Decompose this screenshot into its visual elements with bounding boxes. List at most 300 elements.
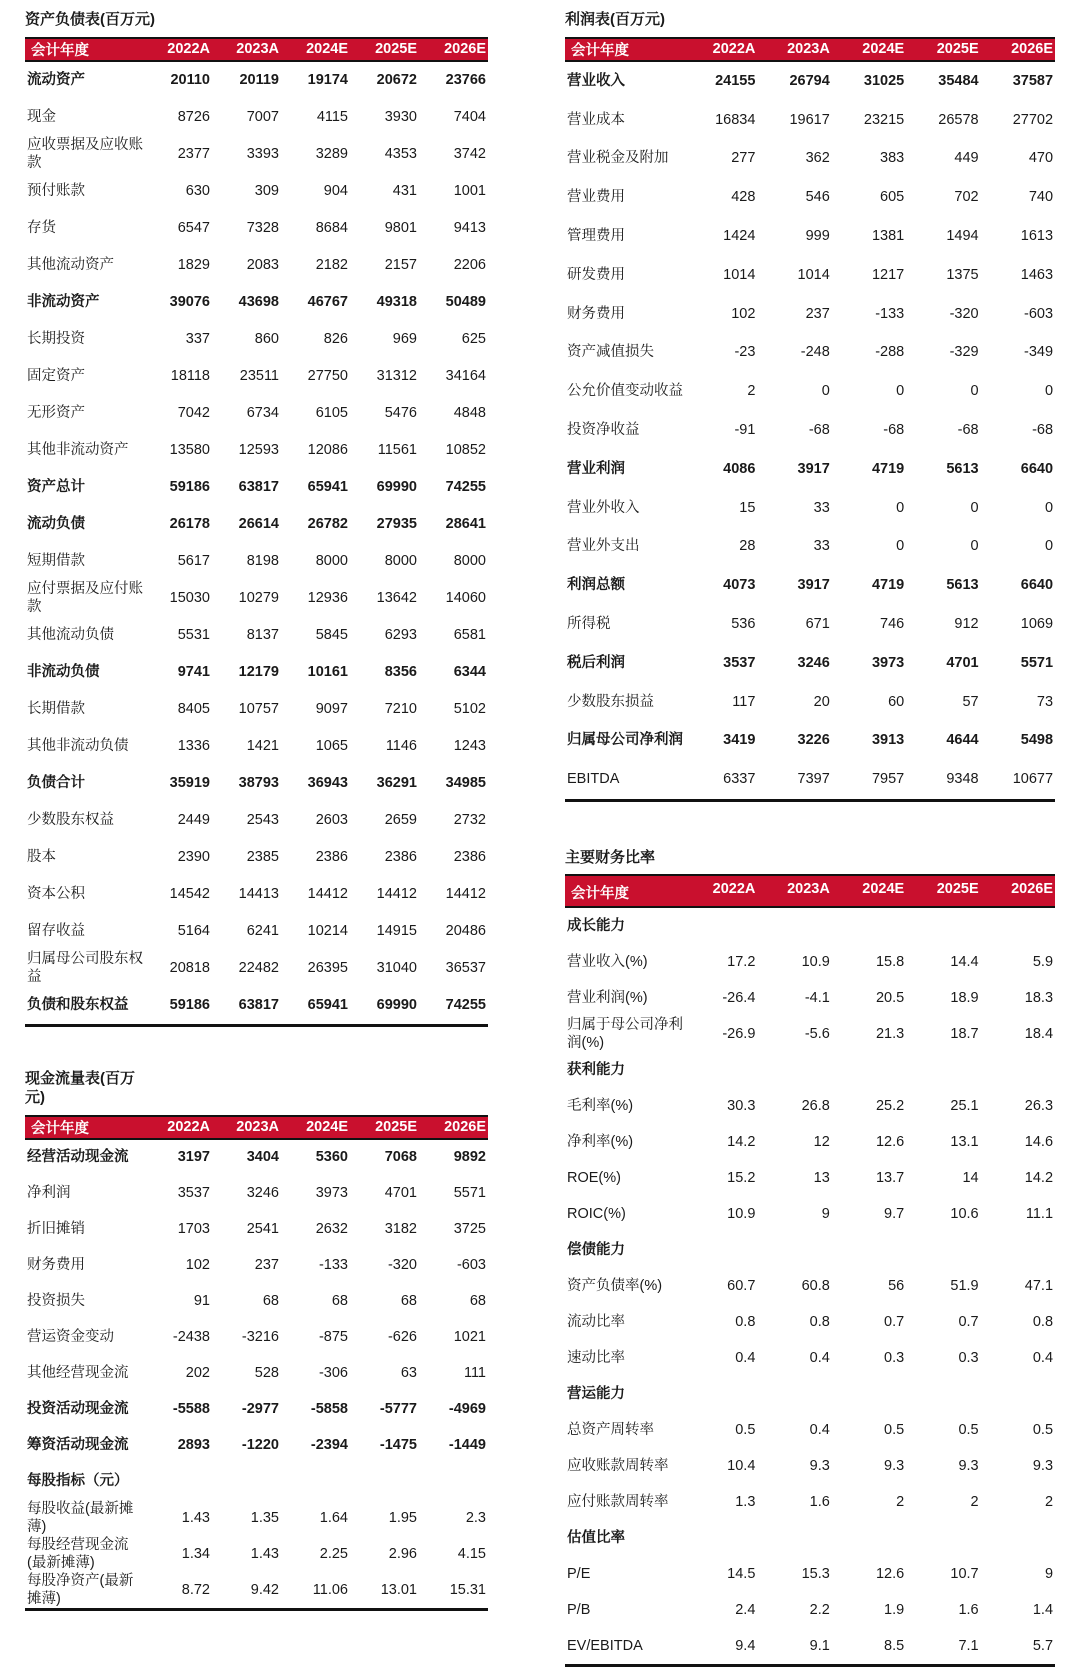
cell-value: 9741 — [177, 663, 210, 680]
cell-value: 969 — [392, 330, 417, 347]
cell-value: 26.8 — [801, 1098, 830, 1115]
cell-value: 9097 — [315, 700, 348, 717]
row-label: 经营活动现金流 — [27, 1149, 129, 1166]
row-label: 流动比率 — [567, 1314, 625, 1331]
cell-value: 7210 — [384, 700, 417, 717]
table-row — [565, 1520, 1055, 1556]
cell-value: -4.1 — [804, 990, 830, 1007]
cell-value: 14.2 — [1024, 1170, 1054, 1187]
row-label: 每股经营现金流(最新摊薄) — [27, 1536, 129, 1571]
cell-value: 36537 — [445, 959, 486, 976]
cell-value: 8000 — [315, 552, 348, 569]
cell-value: 23215 — [863, 111, 905, 128]
cell-value: 1243 — [453, 737, 486, 754]
cell-value: 7397 — [797, 771, 830, 788]
row-label: 预付账款 — [27, 182, 85, 199]
cell-value: 5613 — [946, 577, 979, 594]
cell-value: 65941 — [307, 996, 348, 1013]
cell-value: -133 — [875, 305, 905, 322]
cell-value: 3419 — [723, 732, 756, 749]
table-row — [25, 913, 488, 950]
cell-value: 2157 — [384, 256, 417, 273]
cell-value: 18.3 — [1024, 990, 1054, 1007]
cell-value: 0 — [896, 383, 905, 400]
cell-value: 1613 — [1020, 228, 1054, 245]
cell-value: 0 — [970, 538, 979, 555]
cell-value: 21.3 — [875, 1026, 905, 1043]
cell-value: 68 — [400, 1293, 417, 1310]
cell-value: 63817 — [238, 996, 279, 1013]
cell-value: 14.6 — [1024, 1134, 1054, 1151]
row-label: 负债和股东权益 — [27, 996, 129, 1013]
row-label: 非流动资产 — [27, 293, 100, 310]
cell-value: -1449 — [448, 1437, 486, 1454]
cell-value: 13.01 — [380, 1582, 417, 1599]
cell-value: 1.43 — [181, 1509, 210, 1526]
cell-value: 0.7 — [958, 1314, 979, 1331]
cell-value: 12936 — [307, 589, 348, 606]
row-label: 投资活动现金流 — [27, 1401, 129, 1418]
cell-value: 8726 — [177, 108, 210, 125]
cell-value: 2385 — [246, 848, 279, 865]
row-label: 税后利润 — [567, 654, 625, 671]
cell-value: 68 — [262, 1293, 279, 1310]
cell-value: -603 — [1024, 305, 1054, 322]
cell-value: 5476 — [384, 404, 417, 421]
row-label: 少数股东权益 — [27, 811, 114, 828]
left-column — [25, 8, 488, 1667]
cell-value: 20110 — [170, 71, 210, 88]
cell-value: 20.5 — [875, 990, 905, 1007]
row-label: 应收账款周转率 — [567, 1458, 669, 1475]
row-label: 资产减值损失 — [567, 344, 654, 361]
cell-value: 4086 — [723, 460, 756, 477]
cell-value: 102 — [185, 1257, 210, 1274]
cell-value: 8000 — [453, 552, 486, 569]
cell-value: -2438 — [172, 1329, 210, 1346]
cell-value: 1.43 — [250, 1545, 279, 1562]
cell-value: 33 — [813, 499, 830, 516]
row-label: 留存收益 — [27, 922, 85, 939]
cell-value: 10161 — [307, 663, 348, 680]
cell-value: -329 — [949, 344, 979, 361]
cell-value: 5571 — [1020, 654, 1054, 671]
cell-value: 605 — [880, 189, 905, 206]
cell-value: 3725 — [453, 1221, 486, 1238]
cell-value: 0.7 — [884, 1314, 905, 1331]
cell-value: -2394 — [310, 1437, 348, 1454]
cell-value: 2377 — [177, 145, 210, 162]
cell-value: 9.7 — [884, 1206, 905, 1223]
cell-value: 237 — [805, 305, 830, 322]
table-row — [565, 1124, 1055, 1160]
cell-value: 1146 — [385, 737, 417, 754]
cell-value: 912 — [954, 615, 979, 632]
row-label: 每股净资产(最新摊薄) — [27, 1573, 134, 1608]
row-label: 营业外支出 — [567, 538, 640, 555]
row-label: 成长能力 — [567, 918, 625, 935]
column-header: 2025E — [375, 41, 417, 57]
cell-value: 14.5 — [727, 1566, 756, 1583]
cell-value: 4701 — [946, 654, 979, 671]
cell-value: 3930 — [384, 108, 417, 125]
cell-value: 5845 — [315, 626, 348, 643]
cell-value: 10677 — [1012, 771, 1054, 788]
table-header-row — [565, 874, 1055, 908]
cell-value: 536 — [731, 615, 756, 632]
cell-value: 31312 — [376, 367, 417, 384]
cell-value: 5617 — [177, 552, 210, 569]
cell-value: 12.6 — [875, 1566, 905, 1583]
cell-value: 1014 — [723, 266, 756, 283]
cell-value: 8684 — [315, 219, 348, 236]
cell-value: -68 — [957, 422, 979, 438]
cell-value: 57 — [962, 693, 979, 710]
column-header: 2022A — [712, 881, 756, 898]
cell-value: -320 — [949, 305, 979, 322]
cell-value: 73 — [1036, 693, 1054, 710]
column-header: 2023A — [236, 41, 279, 57]
row-label: 长期投资 — [27, 330, 85, 347]
cell-value: 2.25 — [319, 1545, 348, 1562]
cell-value: 2.2 — [809, 1602, 830, 1619]
row-label: 财务费用 — [567, 305, 625, 322]
row-label: 营业税金及附加 — [567, 150, 669, 167]
table-row — [565, 217, 1055, 256]
column-header: 2024E — [862, 41, 905, 57]
cell-value: 4701 — [384, 1185, 417, 1202]
row-label: 公允价值变动收益 — [567, 383, 683, 400]
cell-value: 15 — [739, 499, 756, 516]
cell-value: 15030 — [169, 589, 210, 606]
cell-value: -603 — [456, 1257, 486, 1274]
row-label: 长期借款 — [27, 700, 85, 717]
row-label: 现金 — [27, 108, 56, 125]
cell-value: 46767 — [307, 293, 348, 310]
cell-value: 13.7 — [875, 1170, 905, 1187]
table-row — [565, 1196, 1055, 1232]
cell-value: 28641 — [445, 515, 486, 532]
column-header: 2026E — [444, 41, 486, 57]
column-header: 2025E — [936, 41, 979, 57]
cell-value: 3226 — [797, 732, 830, 749]
ratios-table — [565, 874, 1055, 1667]
row-label: 流动资产 — [27, 71, 85, 88]
cell-value: 9801 — [384, 219, 417, 236]
cell-value: 60.7 — [727, 1278, 756, 1295]
fiscal-year-header-label: 会计年度 — [31, 42, 89, 59]
cell-value: 630 — [185, 182, 210, 199]
cell-value: 6547 — [177, 219, 210, 236]
table-row — [25, 62, 488, 99]
cell-value: 11.06 — [312, 1582, 348, 1599]
table-row — [565, 1268, 1055, 1304]
cell-value: 20818 — [169, 959, 210, 976]
cell-value: 3973 — [871, 654, 905, 671]
column-header: 2024E — [306, 1119, 348, 1135]
cell-value: 51.9 — [950, 1278, 979, 1295]
cell-value: -1220 — [241, 1437, 279, 1454]
cell-value: 6344 — [453, 663, 486, 680]
cell-value: 2.3 — [465, 1509, 486, 1526]
table-row — [25, 210, 488, 247]
cell-value: 860 — [254, 330, 279, 347]
cell-value: 1014 — [797, 266, 830, 283]
table-row — [565, 643, 1055, 682]
cell-value: 1375 — [946, 266, 979, 283]
table-row — [25, 284, 488, 321]
cell-value: 37587 — [1012, 72, 1054, 89]
row-label: 资产总计 — [27, 478, 85, 495]
cell-value: 0.5 — [884, 1422, 905, 1439]
row-label: ROE(%) — [567, 1170, 621, 1187]
cell-value: 19174 — [307, 71, 348, 88]
cell-value: 6241 — [246, 922, 279, 939]
table-row — [25, 358, 488, 395]
cell-value: -626 — [387, 1329, 417, 1346]
cell-value: 5531 — [177, 626, 210, 643]
column-header: 2022A — [712, 41, 756, 57]
cell-value: 702 — [954, 189, 979, 206]
cell-value: 6640 — [1020, 577, 1054, 594]
row-label: 投资净收益 — [567, 422, 640, 438]
cell-value: 14413 — [238, 885, 279, 902]
cell-value: 1.9 — [884, 1602, 905, 1619]
cell-value: 0 — [821, 383, 830, 400]
cell-value: 14 — [962, 1170, 979, 1187]
cashflow-block — [25, 1069, 488, 1612]
cell-value: 47.1 — [1024, 1278, 1054, 1295]
cell-value: 6105 — [315, 404, 348, 421]
balance-sheet-table — [25, 37, 488, 1027]
cell-value: -248 — [800, 344, 830, 361]
cell-value: 15.2 — [727, 1170, 756, 1187]
cell-value: 34985 — [445, 774, 486, 791]
table-row — [25, 765, 488, 802]
column-header: 2024E — [862, 881, 905, 898]
row-label: 营业利润(%) — [567, 990, 648, 1007]
cell-value: 1.3 — [735, 1494, 756, 1511]
cell-value: 3917 — [797, 577, 830, 594]
table-row — [565, 721, 1055, 760]
cell-value: 14060 — [445, 589, 486, 606]
row-label: 资本公积 — [27, 885, 85, 902]
row-label: 获利能力 — [567, 1062, 625, 1079]
table-row — [25, 802, 488, 839]
cell-value: 9892 — [453, 1149, 486, 1166]
column-header: 2026E — [1011, 41, 1054, 57]
row-label: 财务费用 — [27, 1257, 85, 1274]
table-row — [25, 987, 488, 1024]
table-row — [25, 395, 488, 432]
table-row — [25, 876, 488, 913]
cell-value: 56 — [888, 1278, 905, 1295]
cell-value: 0 — [1044, 538, 1054, 555]
cell-value: 11561 — [377, 441, 417, 458]
cell-value: 5.7 — [1032, 1638, 1054, 1655]
row-label: 管理费用 — [567, 228, 625, 245]
cell-value: 68 — [331, 1293, 348, 1310]
cell-value: 4848 — [453, 404, 486, 421]
cell-value: 9 — [821, 1206, 830, 1223]
cell-value: 26578 — [938, 111, 979, 128]
cell-value: 9 — [1044, 1566, 1054, 1583]
cell-value: 20672 — [376, 71, 417, 88]
row-label: 短期借款 — [27, 552, 85, 569]
cell-value: 68 — [469, 1293, 486, 1310]
cell-value: 7.1 — [958, 1638, 979, 1655]
balance-sheet-title: 资产负债表(百万元) — [25, 11, 155, 28]
table-row — [25, 691, 488, 728]
cell-value: 1424 — [723, 228, 756, 245]
table-row — [565, 411, 1055, 450]
table-header-row — [565, 37, 1055, 62]
cell-value: 12.6 — [875, 1134, 905, 1151]
cell-value: 16834 — [715, 111, 756, 128]
cell-value: 9.3 — [884, 1458, 905, 1475]
row-label: 每股指标（元） — [27, 1473, 129, 1490]
column-header: 2026E — [1011, 881, 1054, 898]
cell-value: 671 — [805, 615, 830, 632]
cell-value: 28 — [739, 538, 756, 555]
cell-value: 4353 — [384, 145, 417, 162]
cell-value: 39076 — [169, 293, 210, 310]
cell-value: 63817 — [238, 478, 279, 495]
cell-value: 60 — [888, 693, 905, 710]
cell-value: 2 — [747, 383, 756, 400]
row-label: 营业成本 — [567, 111, 625, 128]
table-row — [25, 950, 488, 987]
cell-value: 7957 — [871, 771, 905, 788]
cell-value: 19617 — [789, 111, 830, 128]
cell-value: 17.2 — [727, 954, 756, 971]
cell-value: 2386 — [384, 848, 417, 865]
table-header-row — [25, 1115, 488, 1140]
cell-value: 0.4 — [1032, 1350, 1054, 1367]
row-label: 营运能力 — [567, 1386, 625, 1403]
row-label: 筹资活动现金流 — [27, 1437, 129, 1454]
cell-value: 2541 — [246, 1221, 279, 1238]
cell-value: 10757 — [238, 700, 279, 717]
cell-value: -5588 — [172, 1401, 210, 1418]
cell-value: 470 — [1028, 150, 1054, 167]
column-header: 2022A — [167, 1119, 210, 1135]
cell-value: 546 — [805, 189, 830, 206]
cell-value: 10.9 — [801, 954, 830, 971]
cell-value: 8137 — [246, 626, 279, 643]
cell-value: 3246 — [246, 1185, 279, 1202]
cell-value: 7007 — [246, 108, 279, 125]
table-row — [565, 1052, 1055, 1088]
table-row — [565, 372, 1055, 411]
cell-value: -875 — [318, 1329, 348, 1346]
cell-value: 13642 — [376, 589, 417, 606]
cell-value: 2182 — [315, 256, 348, 273]
table-row — [25, 1212, 488, 1248]
cell-value: 5613 — [946, 460, 979, 477]
cell-value: 33 — [813, 538, 830, 555]
cell-value: 904 — [323, 182, 348, 199]
cell-value: -320 — [387, 1257, 417, 1274]
table-row — [25, 839, 488, 876]
cell-value: 3182 — [384, 1221, 417, 1238]
cell-value: 0.3 — [884, 1350, 905, 1367]
cell-value: -3216 — [241, 1329, 279, 1346]
cell-value: 8.72 — [181, 1582, 210, 1599]
column-header: 2024E — [306, 41, 348, 57]
table-row — [565, 488, 1055, 527]
income-statement-title: 利润表(百万元) — [565, 11, 665, 28]
cell-value: 237 — [254, 1257, 279, 1274]
cell-value: 1494 — [946, 228, 979, 245]
cell-value: 23511 — [239, 367, 279, 384]
table-row — [25, 1572, 488, 1608]
cell-value: 91 — [193, 1293, 210, 1310]
row-label: 营业外收入 — [567, 499, 640, 516]
table-row — [565, 62, 1055, 101]
cell-value: 4115 — [316, 108, 348, 125]
cell-value: 3537 — [723, 654, 756, 671]
cell-value: 10279 — [238, 589, 279, 606]
table-row — [565, 333, 1055, 372]
cell-value: 35484 — [938, 72, 979, 89]
cell-value: 12593 — [238, 441, 279, 458]
table-row — [25, 1428, 488, 1464]
cell-value: 2632 — [315, 1221, 348, 1238]
table-row — [25, 506, 488, 543]
cell-value: 1829 — [177, 256, 210, 273]
table-row — [25, 654, 488, 691]
row-label: 归属母公司股东权益 — [27, 950, 143, 985]
cell-value: 9413 — [453, 219, 486, 236]
cell-value: 1381 — [871, 228, 905, 245]
table-row — [25, 1320, 488, 1356]
cell-value: 74255 — [445, 478, 486, 495]
cell-value: 2 — [1044, 1494, 1054, 1511]
cell-value: -26.9 — [722, 1026, 756, 1043]
row-label: 归属于母公司净利润(%) — [567, 1017, 683, 1052]
cell-value: 22482 — [238, 959, 279, 976]
cell-value: 9.3 — [809, 1458, 830, 1475]
row-label: 固定资产 — [27, 367, 85, 384]
cell-value: 1.6 — [809, 1494, 830, 1511]
cell-value: 3393 — [246, 145, 279, 162]
cell-value: 9.4 — [735, 1638, 756, 1655]
cell-value: 1.35 — [250, 1509, 279, 1526]
row-label: 其他非流动资产 — [27, 441, 129, 458]
table-row — [565, 1448, 1055, 1484]
cell-value: -91 — [734, 422, 756, 438]
cell-value: 2 — [896, 1494, 905, 1511]
cell-value: 25.2 — [875, 1098, 905, 1115]
ratios-title: 主要财务比率 — [565, 848, 656, 866]
cell-value: 74255 — [445, 996, 486, 1013]
cell-value: 2 — [970, 1494, 979, 1511]
row-label: 无形资产 — [27, 404, 85, 421]
cell-value: 9.3 — [958, 1458, 979, 1475]
row-label: 其他经营现金流 — [27, 1365, 129, 1382]
cell-value: 5571 — [453, 1185, 486, 1202]
cell-value: 65941 — [307, 478, 348, 495]
cell-value: 3913 — [871, 732, 905, 749]
table-row — [25, 1176, 488, 1212]
row-label: 所得税 — [567, 615, 611, 632]
cell-value: 31040 — [376, 959, 417, 976]
cell-value: 1703 — [177, 1221, 210, 1238]
cell-value: 6640 — [1020, 460, 1054, 477]
cell-value: 24155 — [715, 72, 756, 89]
row-label: EBITDA — [567, 771, 620, 788]
